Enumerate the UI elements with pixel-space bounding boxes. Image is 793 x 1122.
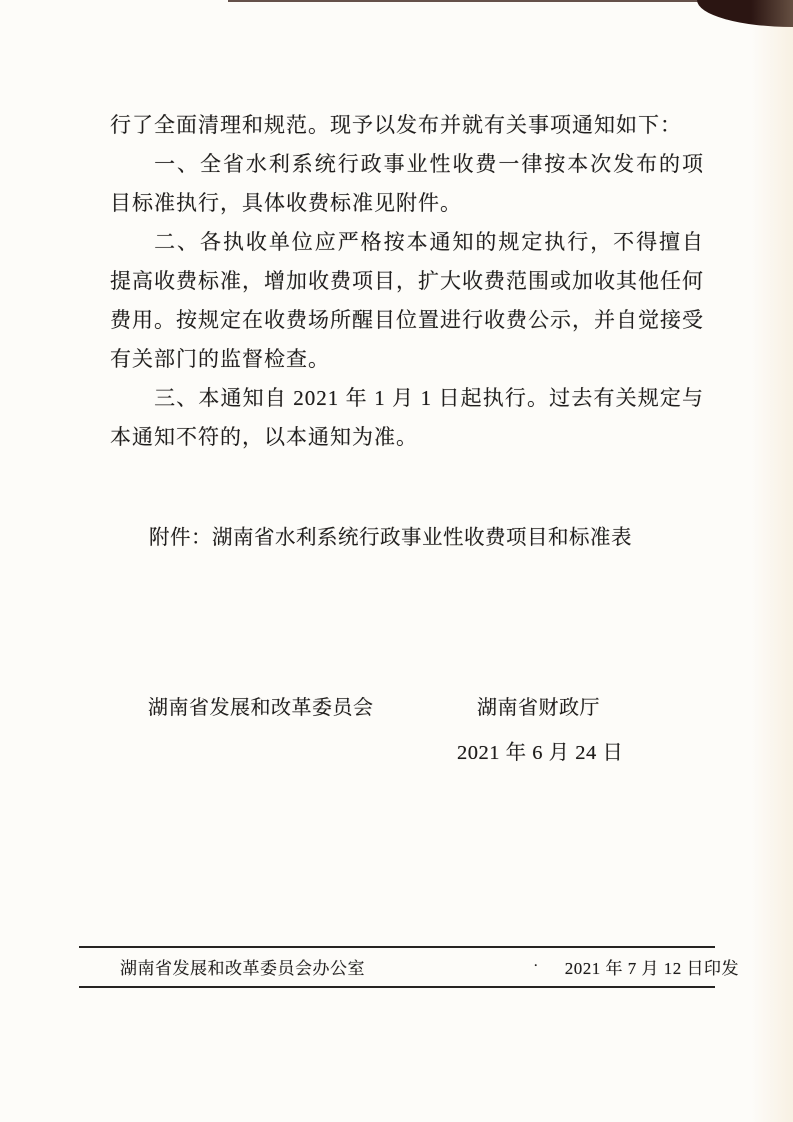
footer-print-date: 2021 年 7 月 12 日印发: [564, 959, 739, 978]
paragraph-item-one: 一、全省水利系统行政事业性收费一律按本次发布的项目标准执行，具体收费标准见附件。: [110, 152, 704, 215]
footer-separator-dot: ·: [533, 958, 539, 974]
scan-corner-artifact: [697, 0, 793, 27]
paragraph-item-three: 三、本通知自 2021 年 1 月 1 日起执行。过去有关规定与本通知不符的，以本通知为准。: [110, 386, 704, 449]
footer-rule-bottom: [79, 986, 715, 988]
footer-rule-top: [79, 946, 715, 948]
signature-issuer-right: 湖南省财政厅: [477, 697, 600, 719]
scan-edge-tint: [751, 0, 793, 1122]
footer-office: 湖南省发展和改革委员会办公室: [120, 959, 365, 978]
attachment-line: 附件：湖南省水利系统行政事业性收费项目和标准表: [149, 527, 632, 549]
document-body: [110, 106, 704, 457]
signature-date: 2021 年 6 月 24 日: [457, 742, 624, 764]
footer-right-group: [533, 954, 739, 979]
paragraph-item-two: 二、各执收单位应严格按本通知的规定执行，不得擅自提高收费标准，增加收费项目，扩大收费范围或加收其他任何费用。按规定在收费场所醒目位置进行收费公示，并自觉接受有关部门的监督检查。: [110, 230, 704, 371]
paragraph-continuation: 行了全面清理和规范。现予以发布并就有关事项通知如下：: [110, 113, 682, 137]
signature-issuer-left: 湖南省发展和改革委员会: [148, 697, 374, 719]
footer: [79, 950, 739, 983]
